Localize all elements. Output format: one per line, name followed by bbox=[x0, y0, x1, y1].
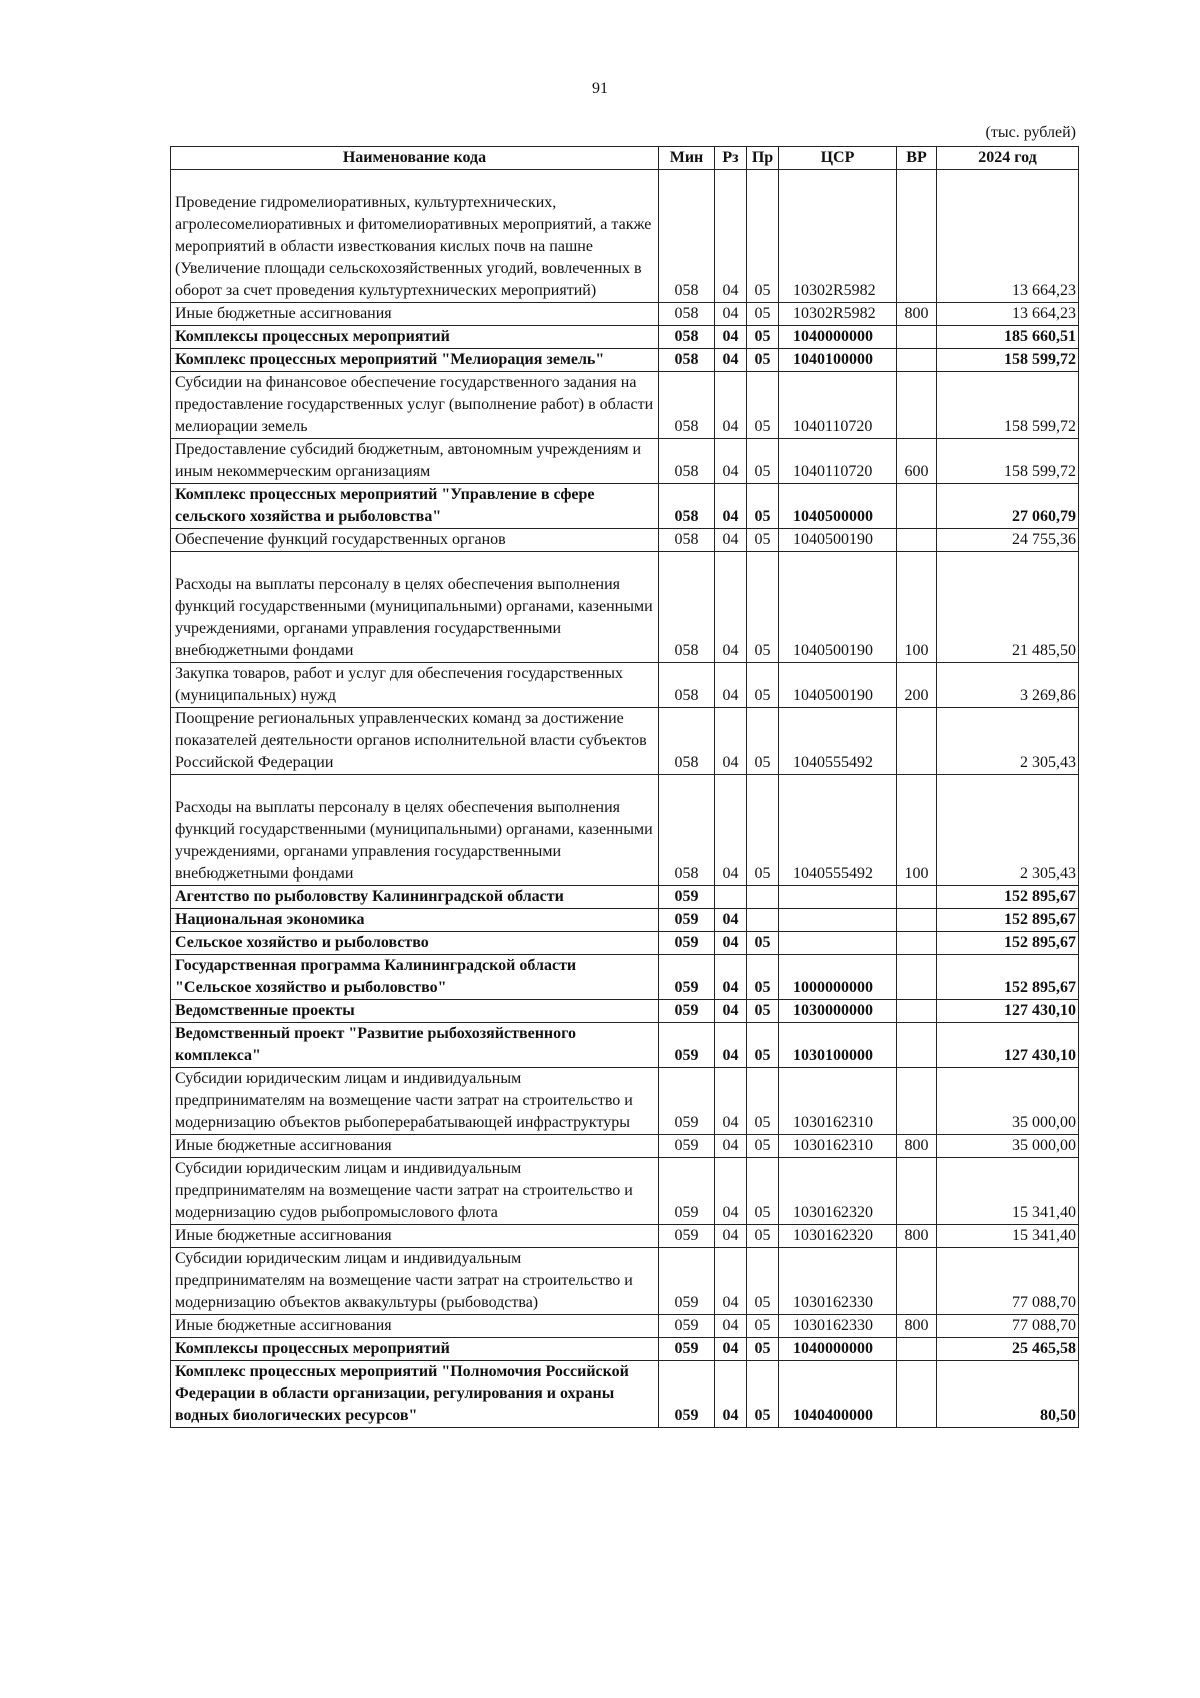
row-amount: 158 599,72 bbox=[937, 349, 1079, 372]
row-vr bbox=[897, 1068, 937, 1135]
row-vr bbox=[897, 372, 937, 439]
row-name: Проведение гидромелиоративных, культуртехнических, агролесомелиоративных и фитомелиоративных мероприятий, а также мероприятий в области известкования кислых почв на пашне (Увеличение площади сельскохозяйственных угодий, вовлеченных в оборот за счет проведения культуртехнических мероприятий) bbox=[171, 170, 659, 303]
row-min: 058 bbox=[659, 552, 715, 663]
row-csr: 1040500190 bbox=[779, 529, 897, 552]
row-min: 059 bbox=[659, 1225, 715, 1248]
table-row bbox=[171, 932, 1079, 955]
row-csr bbox=[779, 886, 897, 909]
row-vr bbox=[897, 909, 937, 932]
row-pr bbox=[747, 909, 779, 932]
header-min: Мин bbox=[659, 147, 715, 170]
row-rz: 04 bbox=[715, 1135, 747, 1158]
table-row bbox=[171, 955, 1079, 1000]
row-csr: 1030162330 bbox=[779, 1315, 897, 1338]
row-vr bbox=[897, 1000, 937, 1023]
row-rz: 04 bbox=[715, 529, 747, 552]
row-csr: 1030162330 bbox=[779, 1248, 897, 1315]
row-pr: 05 bbox=[747, 955, 779, 1000]
row-pr: 05 bbox=[747, 484, 779, 529]
row-csr: 1040555492 bbox=[779, 775, 897, 886]
row-csr: 1040110720 bbox=[779, 439, 897, 484]
row-rz: 04 bbox=[715, 663, 747, 708]
row-csr: 1040100000 bbox=[779, 349, 897, 372]
row-pr: 05 bbox=[747, 439, 779, 484]
row-rz: 04 bbox=[715, 303, 747, 326]
header-csr: ЦСР bbox=[779, 147, 897, 170]
row-pr: 05 bbox=[747, 552, 779, 663]
row-name: Комплексы процессных мероприятий bbox=[171, 326, 659, 349]
row-name: Комплекс процессных мероприятий "Полномочия Российской Федерации в области организации, регулирования и охраны водных биологических ресурсов" bbox=[171, 1361, 659, 1428]
header-vr: ВР bbox=[897, 147, 937, 170]
row-pr: 05 bbox=[747, 372, 779, 439]
table-row bbox=[171, 775, 1079, 886]
row-rz: 04 bbox=[715, 1225, 747, 1248]
row-csr: 10302R5982 bbox=[779, 303, 897, 326]
row-vr bbox=[897, 955, 937, 1000]
row-amount: 24 755,36 bbox=[937, 529, 1079, 552]
row-min: 058 bbox=[659, 439, 715, 484]
row-name: Национальная экономика bbox=[171, 909, 659, 932]
row-amount: 15 341,40 bbox=[937, 1225, 1079, 1248]
table-row bbox=[171, 303, 1079, 326]
table-row bbox=[171, 1248, 1079, 1315]
row-csr: 1040000000 bbox=[779, 326, 897, 349]
row-amount: 25 465,58 bbox=[937, 1338, 1079, 1361]
row-vr bbox=[897, 349, 937, 372]
row-pr: 05 bbox=[747, 529, 779, 552]
row-pr bbox=[747, 886, 779, 909]
row-amount: 127 430,10 bbox=[937, 1000, 1079, 1023]
row-name: Поощрение региональных управленческих команд за достижение показателей деятельности органов исполнительной власти субъектов Российской Федерации bbox=[171, 708, 659, 775]
header-rz: Рз bbox=[715, 147, 747, 170]
row-vr bbox=[897, 1158, 937, 1225]
row-vr: 800 bbox=[897, 303, 937, 326]
row-amount: 2 305,43 bbox=[937, 708, 1079, 775]
units-label: (тыс. рублей) bbox=[985, 124, 1076, 141]
row-min: 058 bbox=[659, 326, 715, 349]
row-amount: 77 088,70 bbox=[937, 1315, 1079, 1338]
row-vr bbox=[897, 1248, 937, 1315]
row-name: Субсидии на финансовое обеспечение государственного задания на предоставление государственных услуг (выполнение работ) в области мелиорации земель bbox=[171, 372, 659, 439]
row-name: Ведомственные проекты bbox=[171, 1000, 659, 1023]
row-rz: 04 bbox=[715, 1338, 747, 1361]
table-row bbox=[171, 1361, 1079, 1428]
row-vr bbox=[897, 932, 937, 955]
row-min: 059 bbox=[659, 1361, 715, 1428]
row-pr: 05 bbox=[747, 708, 779, 775]
row-csr: 1040500190 bbox=[779, 663, 897, 708]
row-amount: 21 485,50 bbox=[937, 552, 1079, 663]
row-pr: 05 bbox=[747, 1248, 779, 1315]
row-amount: 80,50 bbox=[937, 1361, 1079, 1428]
row-amount: 27 060,79 bbox=[937, 484, 1079, 529]
table-row bbox=[171, 1225, 1079, 1248]
row-csr: 1000000000 bbox=[779, 955, 897, 1000]
row-rz: 04 bbox=[715, 484, 747, 529]
row-min: 058 bbox=[659, 775, 715, 886]
row-min: 058 bbox=[659, 484, 715, 529]
row-rz: 04 bbox=[715, 955, 747, 1000]
row-rz: 04 bbox=[715, 1158, 747, 1225]
row-pr: 05 bbox=[747, 1338, 779, 1361]
table-row bbox=[171, 1000, 1079, 1023]
row-amount: 3 269,86 bbox=[937, 663, 1079, 708]
row-pr: 05 bbox=[747, 1225, 779, 1248]
row-pr: 05 bbox=[747, 326, 779, 349]
row-name: Расходы на выплаты персоналу в целях обеспечения выполнения функций государственными (муниципальными) органами, казенными учреждениями, органами управления государственными внебюджетными фондами bbox=[171, 552, 659, 663]
header-year: 2024 год bbox=[937, 147, 1079, 170]
table-body bbox=[171, 170, 1079, 1428]
row-rz: 04 bbox=[715, 372, 747, 439]
row-rz bbox=[715, 886, 747, 909]
table-row bbox=[171, 909, 1079, 932]
header-name: Наименование кода bbox=[171, 147, 659, 170]
row-rz: 04 bbox=[715, 1000, 747, 1023]
header-pr: Пр bbox=[747, 147, 779, 170]
row-vr bbox=[897, 484, 937, 529]
row-csr: 1040500000 bbox=[779, 484, 897, 529]
row-amount: 13 664,23 bbox=[937, 303, 1079, 326]
row-vr bbox=[897, 1361, 937, 1428]
row-vr bbox=[897, 1338, 937, 1361]
row-pr: 05 bbox=[747, 170, 779, 303]
row-min: 059 bbox=[659, 932, 715, 955]
row-name: Государственная программа Калининградской области "Сельское хозяйство и рыболовство" bbox=[171, 955, 659, 1000]
table-row bbox=[171, 886, 1079, 909]
row-amount: 77 088,70 bbox=[937, 1248, 1079, 1315]
row-pr: 05 bbox=[747, 1068, 779, 1135]
row-name: Субсидии юридическим лицам и индивидуальным предпринимателям на возмещение части затрат на строительство и модернизацию объектов рыбоперерабатывающей инфраструктуры bbox=[171, 1068, 659, 1135]
table-row bbox=[171, 372, 1079, 439]
row-amount: 35 000,00 bbox=[937, 1068, 1079, 1135]
row-pr: 05 bbox=[747, 349, 779, 372]
row-pr: 05 bbox=[747, 303, 779, 326]
row-rz: 04 bbox=[715, 1023, 747, 1068]
row-amount: 152 895,67 bbox=[937, 955, 1079, 1000]
header-row bbox=[171, 147, 1079, 170]
row-min: 058 bbox=[659, 708, 715, 775]
row-vr: 800 bbox=[897, 1135, 937, 1158]
row-rz: 04 bbox=[715, 1315, 747, 1338]
row-amount: 152 895,67 bbox=[937, 932, 1079, 955]
row-rz: 04 bbox=[715, 326, 747, 349]
row-name: Комплекс процессных мероприятий "Управление в сфере сельского хозяйства и рыболовства" bbox=[171, 484, 659, 529]
row-name: Субсидии юридическим лицам и индивидуальным предпринимателям на возмещение части затрат на строительство и модернизацию судов рыбопромыслового флота bbox=[171, 1158, 659, 1225]
row-amount: 2 305,43 bbox=[937, 775, 1079, 886]
table-row bbox=[171, 1338, 1079, 1361]
table-row bbox=[171, 1135, 1079, 1158]
row-vr: 200 bbox=[897, 663, 937, 708]
row-min: 059 bbox=[659, 909, 715, 932]
row-vr: 800 bbox=[897, 1315, 937, 1338]
row-amount: 158 599,72 bbox=[937, 439, 1079, 484]
row-rz: 04 bbox=[715, 932, 747, 955]
row-min: 058 bbox=[659, 372, 715, 439]
row-name: Закупка товаров, работ и услуг для обеспечения государственных (муниципальных) нужд bbox=[171, 663, 659, 708]
page-number: 91 bbox=[592, 80, 608, 97]
row-min: 059 bbox=[659, 1338, 715, 1361]
row-min: 059 bbox=[659, 1158, 715, 1225]
row-amount: 185 660,51 bbox=[937, 326, 1079, 349]
row-amount: 127 430,10 bbox=[937, 1023, 1079, 1068]
table-row bbox=[171, 1023, 1079, 1068]
row-pr: 05 bbox=[747, 1158, 779, 1225]
row-name: Иные бюджетные ассигнования bbox=[171, 1135, 659, 1158]
row-min: 059 bbox=[659, 1023, 715, 1068]
table-row bbox=[171, 1068, 1079, 1135]
table-row bbox=[171, 529, 1079, 552]
row-rz: 04 bbox=[715, 909, 747, 932]
row-csr: 1030162320 bbox=[779, 1225, 897, 1248]
table-row bbox=[171, 439, 1079, 484]
row-min: 059 bbox=[659, 1315, 715, 1338]
row-rz: 04 bbox=[715, 439, 747, 484]
row-csr bbox=[779, 932, 897, 955]
table-row bbox=[171, 326, 1079, 349]
row-min: 058 bbox=[659, 170, 715, 303]
row-pr: 05 bbox=[747, 1023, 779, 1068]
row-csr: 1040110720 bbox=[779, 372, 897, 439]
row-vr bbox=[897, 1023, 937, 1068]
budget-table bbox=[170, 146, 1079, 1428]
row-vr bbox=[897, 708, 937, 775]
row-csr: 1040000000 bbox=[779, 1338, 897, 1361]
row-amount: 15 341,40 bbox=[937, 1158, 1079, 1225]
row-rz: 04 bbox=[715, 552, 747, 663]
row-name: Иные бюджетные ассигнования bbox=[171, 1315, 659, 1338]
table-row bbox=[171, 170, 1079, 303]
row-min: 058 bbox=[659, 663, 715, 708]
row-name: Расходы на выплаты персоналу в целях обеспечения выполнения функций государственными (муниципальными) органами, казенными учреждениями, органами управления государственными внебюджетными фондами bbox=[171, 775, 659, 886]
row-amount: 35 000,00 bbox=[937, 1135, 1079, 1158]
row-name: Иные бюджетные ассигнования bbox=[171, 1225, 659, 1248]
row-pr: 05 bbox=[747, 1315, 779, 1338]
row-vr bbox=[897, 529, 937, 552]
row-vr bbox=[897, 326, 937, 349]
row-name: Иные бюджетные ассигнования bbox=[171, 303, 659, 326]
row-csr bbox=[779, 909, 897, 932]
row-pr: 05 bbox=[747, 663, 779, 708]
row-amount: 152 895,67 bbox=[937, 909, 1079, 932]
row-vr bbox=[897, 886, 937, 909]
row-rz: 04 bbox=[715, 1361, 747, 1428]
row-rz: 04 bbox=[715, 1248, 747, 1315]
row-csr: 1030162320 bbox=[779, 1158, 897, 1225]
row-amount: 158 599,72 bbox=[937, 372, 1079, 439]
row-csr: 1040500190 bbox=[779, 552, 897, 663]
row-min: 059 bbox=[659, 1000, 715, 1023]
row-csr: 1030000000 bbox=[779, 1000, 897, 1023]
row-rz: 04 bbox=[715, 349, 747, 372]
row-amount: 13 664,23 bbox=[937, 170, 1079, 303]
row-vr: 100 bbox=[897, 775, 937, 886]
row-rz: 04 bbox=[715, 775, 747, 886]
row-csr: 1040555492 bbox=[779, 708, 897, 775]
row-name: Ведомственный проект "Развитие рыбохозяйственного комплекса" bbox=[171, 1023, 659, 1068]
table-row bbox=[171, 1158, 1079, 1225]
table-row bbox=[171, 708, 1079, 775]
row-pr: 05 bbox=[747, 775, 779, 886]
row-amount: 152 895,67 bbox=[937, 886, 1079, 909]
row-vr bbox=[897, 170, 937, 303]
row-min: 058 bbox=[659, 349, 715, 372]
table-row bbox=[171, 552, 1079, 663]
row-min: 058 bbox=[659, 529, 715, 552]
row-pr: 05 bbox=[747, 1135, 779, 1158]
row-min: 059 bbox=[659, 955, 715, 1000]
row-pr: 05 bbox=[747, 932, 779, 955]
row-vr: 800 bbox=[897, 1225, 937, 1248]
row-min: 059 bbox=[659, 1248, 715, 1315]
row-csr: 1030100000 bbox=[779, 1023, 897, 1068]
row-csr: 1030162310 bbox=[779, 1068, 897, 1135]
row-rz: 04 bbox=[715, 708, 747, 775]
row-min: 059 bbox=[659, 886, 715, 909]
row-name: Предоставление субсидий бюджетным, автономным учреждениям и иным некоммерческим организациям bbox=[171, 439, 659, 484]
table-row bbox=[171, 663, 1079, 708]
row-pr: 05 bbox=[747, 1000, 779, 1023]
row-vr: 600 bbox=[897, 439, 937, 484]
row-csr: 10302R5982 bbox=[779, 170, 897, 303]
row-min: 059 bbox=[659, 1135, 715, 1158]
table-row bbox=[171, 484, 1079, 529]
row-name: Агентство по рыболовству Калининградской области bbox=[171, 886, 659, 909]
row-csr: 1030162310 bbox=[779, 1135, 897, 1158]
row-name: Субсидии юридическим лицам и индивидуальным предпринимателям на возмещение части затрат на строительство и модернизацию объектов аквакультуры (рыбоводства) bbox=[171, 1248, 659, 1315]
row-min: 059 bbox=[659, 1068, 715, 1135]
table-row bbox=[171, 349, 1079, 372]
row-name: Сельское хозяйство и рыболовство bbox=[171, 932, 659, 955]
table-row bbox=[171, 1315, 1079, 1338]
row-csr: 1040400000 bbox=[779, 1361, 897, 1428]
row-rz: 04 bbox=[715, 170, 747, 303]
row-name: Обеспечение функций государственных органов bbox=[171, 529, 659, 552]
row-rz: 04 bbox=[715, 1068, 747, 1135]
row-name: Комплексы процессных мероприятий bbox=[171, 1338, 659, 1361]
row-name: Комплекс процессных мероприятий "Мелиорация земель" bbox=[171, 349, 659, 372]
row-min: 058 bbox=[659, 303, 715, 326]
row-vr: 100 bbox=[897, 552, 937, 663]
row-pr: 05 bbox=[747, 1361, 779, 1428]
